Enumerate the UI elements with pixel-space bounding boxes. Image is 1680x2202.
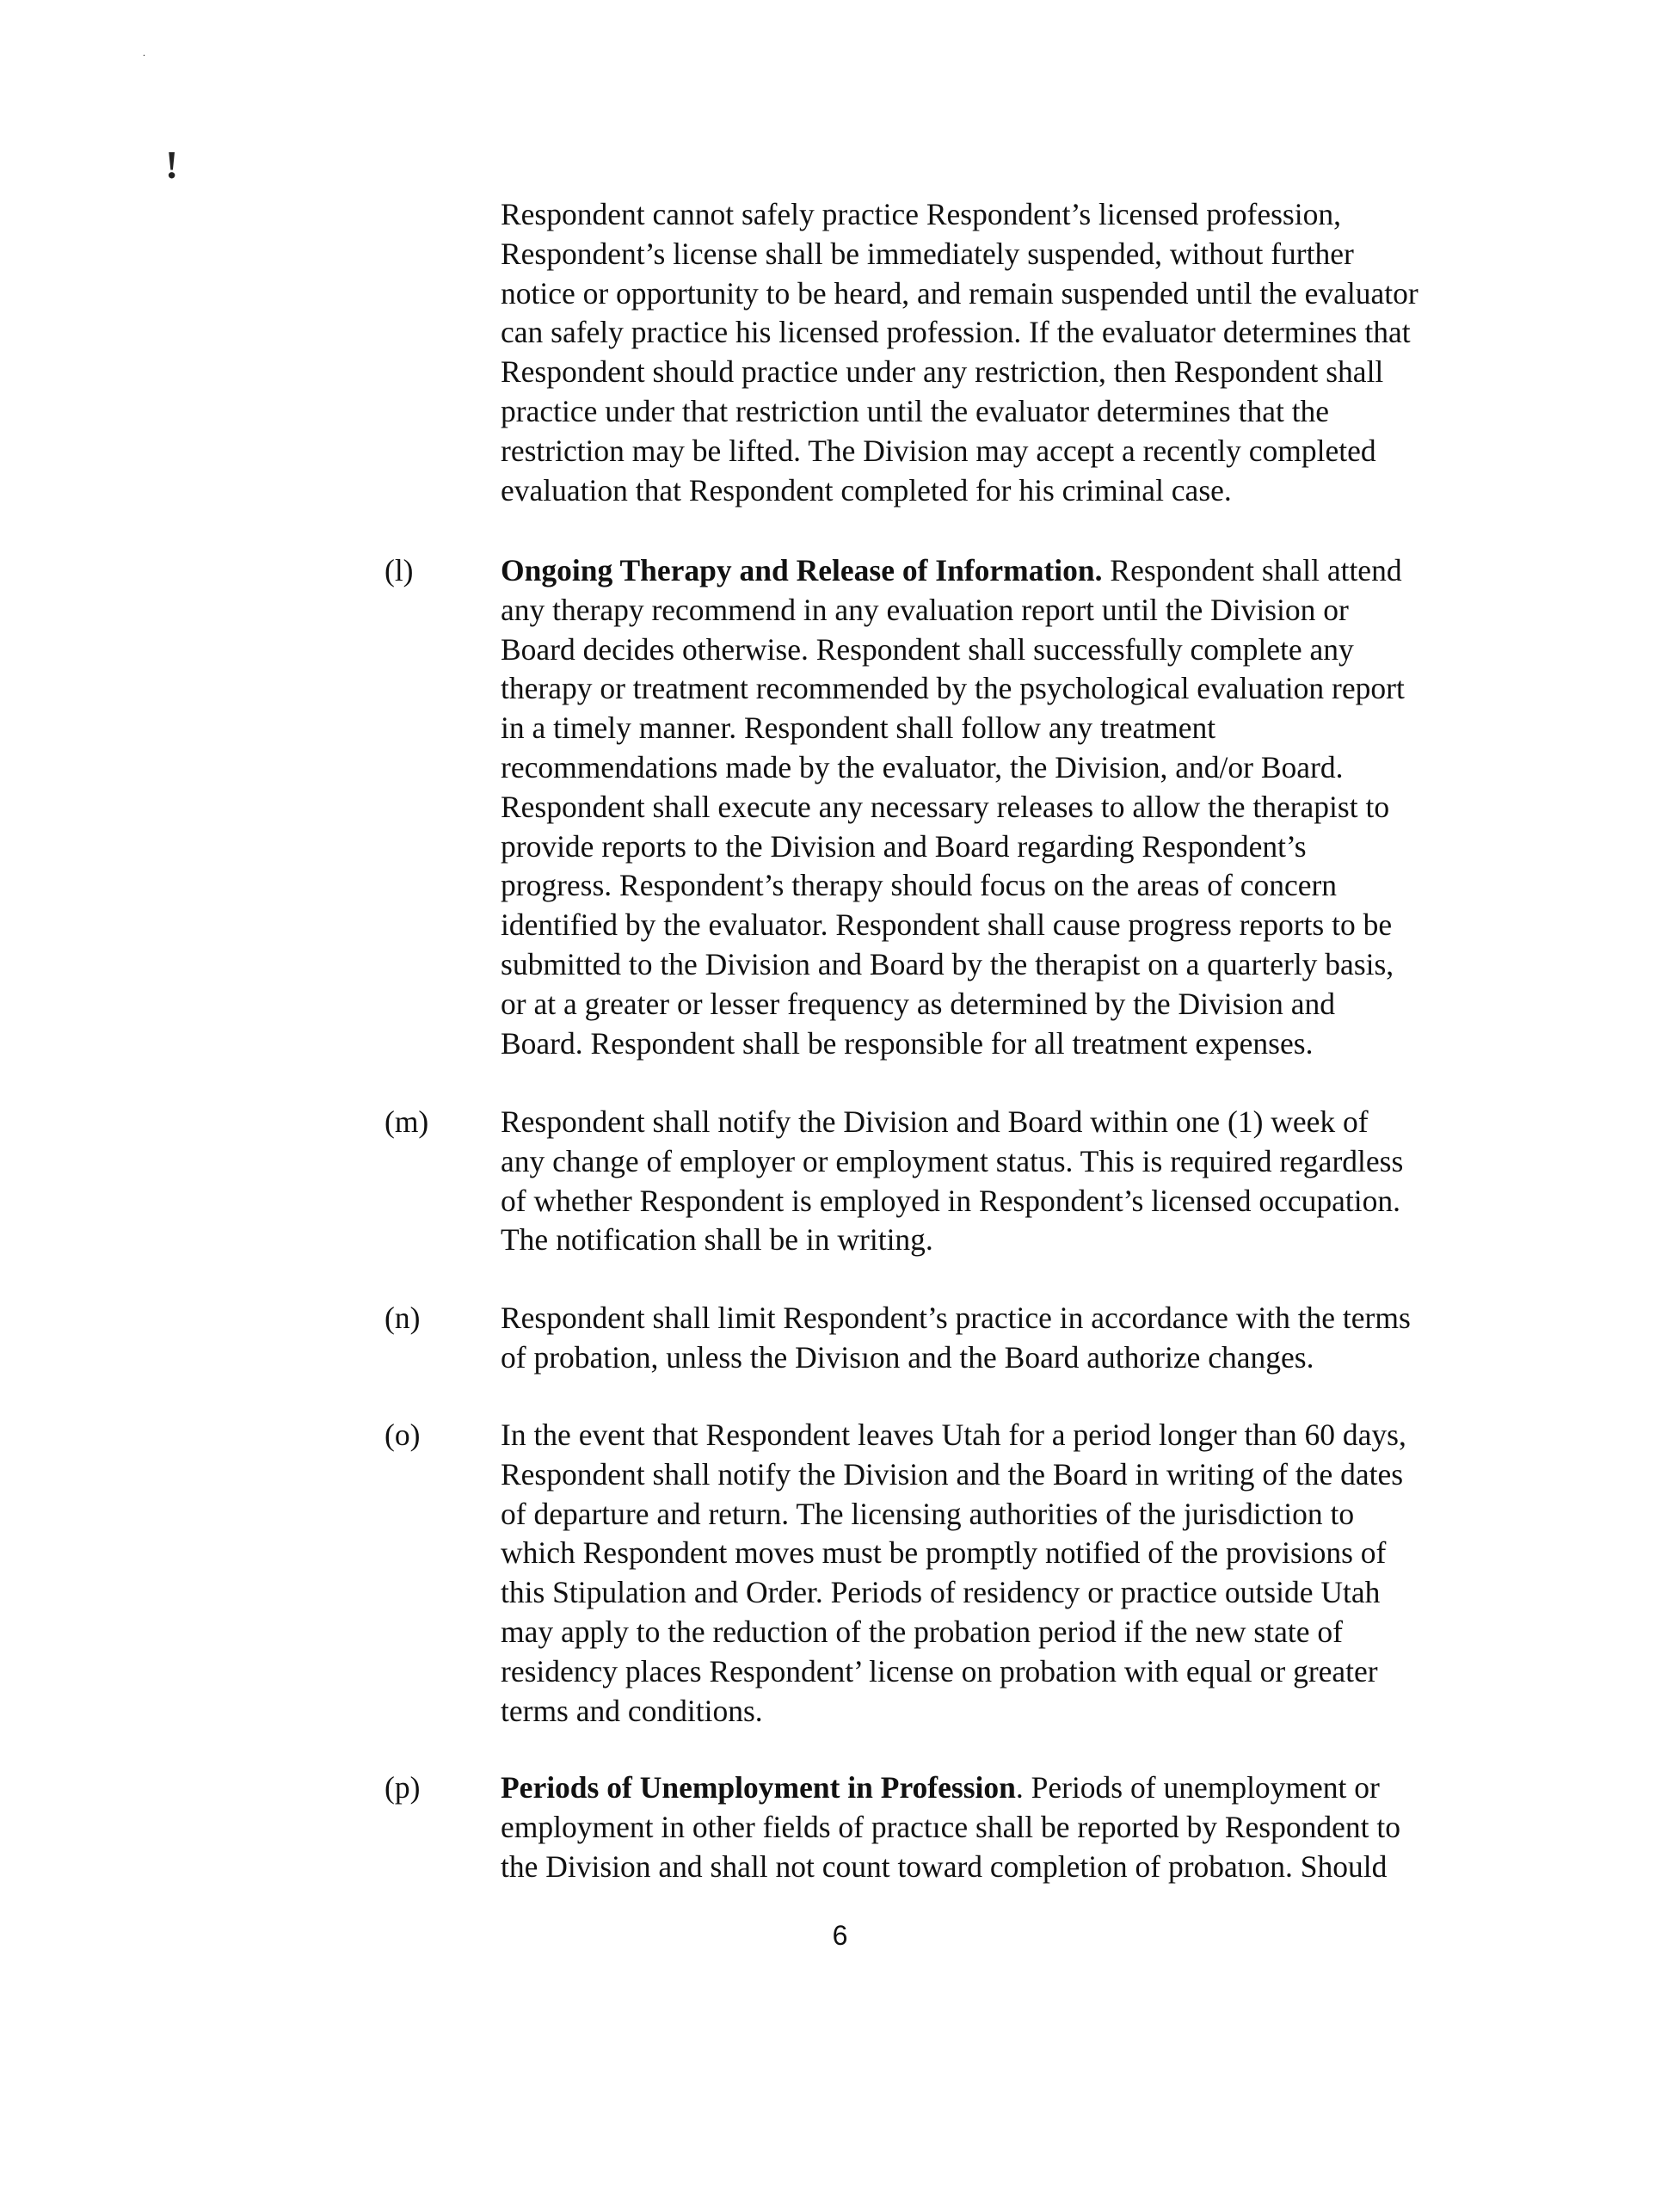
text-line: or at a greater or lesser frequency as determined by the Division and (501, 986, 1335, 1021)
scan-artifact-dot: . (143, 46, 145, 58)
item-label-m: (m) (385, 1104, 429, 1139)
text-line: terms and conditions. (501, 1693, 763, 1728)
text-line: provide reports to the Division and Board regarding Respondent’s (501, 828, 1307, 864)
text-line: employment in other fields of practıce shall be reported by Respondent to (501, 1809, 1400, 1844)
text-run: . Periods of unemployment or (1015, 1770, 1380, 1805)
text-line: Respondent shall limit Respondent’s practice in accordance with the terms (501, 1301, 1411, 1335)
text-line (501, 1768, 1490, 1808)
text-line: Board decides otherwise. Respondent shall successfully complete any (501, 631, 1354, 667)
text-line: the Division and shall not count toward completion of probatıon. Should (501, 1848, 1388, 1884)
text-line: In the event that Respondent leaves Utah for a period longer than 60 days, (501, 1418, 1406, 1452)
text-line: Respondent should practice under any restriction, then Respondent shall (501, 354, 1384, 390)
text-line: of departure and return. The licensing authorities of the jurisdiction to (501, 1496, 1355, 1531)
text-line: Respondent shall execute any necessary releases to allow the therapist to (501, 789, 1390, 824)
text-line: of whether Respondent is employed in Respondent’s licensed occupation. (501, 1183, 1401, 1218)
text-line: can safely practice his licensed profession. If the evaluator determines that (501, 315, 1411, 350)
text-line: in a timely manner. Respondent shall follow any treatment (501, 710, 1216, 746)
text-line: recommendations made by the evaluator, the Division, and/or Board. (501, 749, 1344, 784)
item-o-paragraph (501, 1416, 1490, 1731)
item-label-p: (p) (385, 1770, 421, 1805)
text-line: progress. Respondent’s therapy should focus on the areas of concern (501, 868, 1338, 903)
text-run: Respondent shall attend (1102, 553, 1402, 587)
text-line: notice or opportunity to be heard, and remain suspended until the evaluator (501, 275, 1418, 311)
text-line: any therapy recommend in any evaluation report until the Division or (501, 592, 1349, 627)
text-line: The notification shall be in writing. (501, 1222, 933, 1258)
text-line: restriction may be lifted. The Division may accept a recently completed (501, 433, 1376, 468)
text-line: submitted to the Division and Board by the therapist on a quarterly basis, (501, 946, 1394, 981)
item-label-l: (l) (385, 553, 414, 587)
text-line: Respondent cannot safely practice Respondent’s licensed profession, (501, 197, 1341, 231)
text-line: Board. Respondent shall be responsible for all treatment expenses. (501, 1025, 1314, 1061)
item-p-paragraph (501, 1768, 1490, 1886)
item-label-o: (o) (385, 1418, 421, 1452)
text-line: which Respondent moves must be promptly notified of the provisions of (501, 1535, 1387, 1571)
text-line: Respondent’s license shall be immediately suspended, without further (501, 236, 1354, 271)
text-line: therapy or treatment recommended by the psychological evaluation report (501, 671, 1405, 706)
text-line (501, 551, 1490, 591)
text-line: of probation, unless the Divisıon and the Board authorize changes. (501, 1339, 1314, 1375)
item-heading: Periods of Unemployment in Profession (501, 1770, 1016, 1805)
text-line: Respondent shall notify the Division and the Board in writing of the dates (501, 1456, 1404, 1492)
text-line: evaluation that Respondent completed for his criminal case. (501, 472, 1232, 507)
scan-artifact-tick: ! (165, 143, 179, 187)
text-line: practice under that restriction until the evaluator determines that the (501, 393, 1330, 428)
text-line: identified by the evaluator. Respondent shall cause progress reports to be (501, 907, 1393, 943)
item-label-n: (n) (385, 1301, 421, 1335)
text-line: may apply to the reduction of the probation period if the new state of (501, 1614, 1343, 1649)
item-l-paragraph (501, 551, 1490, 1063)
item-n-paragraph (501, 1299, 1490, 1378)
text-line: Respondent shall notify the Division and Board within one (1) week of (501, 1104, 1369, 1139)
text-line: this Stipulation and Order. Periods of residency or practice outside Utah (501, 1575, 1381, 1610)
continuation-paragraph (501, 195, 1490, 510)
item-m-paragraph (501, 1103, 1490, 1260)
page-number: 6 (832, 1920, 848, 1951)
item-heading: Ongoing Therapy and Release of Information. (501, 553, 1103, 587)
text-line: any change of employer or employment status. This is required regardless (501, 1143, 1404, 1178)
text-line: residency places Respondent’ license on probation with equal or greater (501, 1653, 1378, 1688)
